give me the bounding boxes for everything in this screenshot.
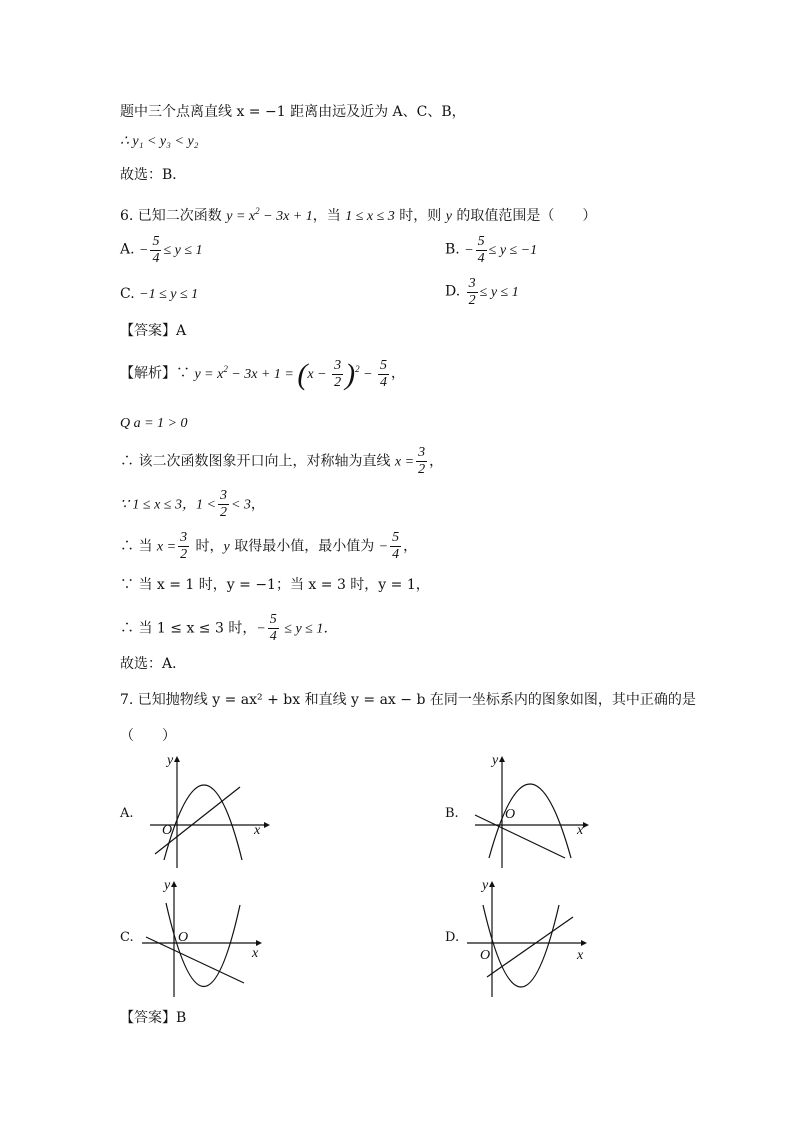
origin-label: O xyxy=(480,948,491,963)
q6-step-6: ∴ 当 1 ≤ x ≤ 3 时，− $\frac{5}{4}$ ≤ y ≤ 1． xyxy=(120,612,338,644)
q6-step-4-a: ∴ 当 xyxy=(120,538,157,555)
q6-stem-c: 时，则 xyxy=(394,208,446,224)
q6-step-4: ∴ 当 x = $\frac{3}{2}$ 时，y 取得最小值，最小值为 − $\frac{5}{4}$ ， xyxy=(120,530,418,562)
line xyxy=(475,815,565,858)
q6-step-2-text: ∴ 该二次函数图象开口向上，对称轴为直线 xyxy=(120,453,395,470)
q6-analysis: 【解析】∵ $y = x^2 - 3x + 1 = (x$ − $\frac{3}{2}$ )$^2$ − $\frac{5}{4}$ ， xyxy=(120,357,406,391)
line xyxy=(487,917,573,977)
q7-option-d-label: D. xyxy=(445,930,460,945)
q6-stem-d: 的取值范围是（ ） xyxy=(451,208,597,224)
q6-func: $y = x^2 - 3x + 1$ xyxy=(226,206,313,224)
text-line-1: 题中三个点离直线 x = −1 距离由远及近为 A、C、B， xyxy=(120,104,466,120)
q6-step-3-text: ∵ 1 ≤ x ≤ 3，1 < xyxy=(120,497,216,513)
y-label: y xyxy=(164,878,171,893)
x-label: x xyxy=(577,823,584,838)
q6-option-c xyxy=(120,284,198,305)
q6-option-a-expr: − $\frac{5}{4}$ ≤ y ≤ 1 xyxy=(139,234,203,266)
q7-option-a-label: A. xyxy=(120,806,134,821)
parabola xyxy=(483,905,559,987)
q6-y: y xyxy=(445,209,452,224)
q6-option-b xyxy=(445,234,537,267)
parabola xyxy=(164,785,242,860)
q6-range: 1 ≤ x ≤ 3 xyxy=(345,209,395,224)
q7-answer: 【答案】B xyxy=(120,1010,187,1026)
x-label: x xyxy=(252,946,259,961)
y-axis-arrow xyxy=(489,881,495,887)
q6-step-3: ∵ 1 ≤ x ≤ 3，1 < $\frac{3}{2}$ < 3， xyxy=(120,488,265,520)
q6-step-2: ∴ 该二次函数图象开口向上，对称轴为直线 x = $\frac{3}{2}$ ， xyxy=(120,445,444,477)
x-axis-arrow xyxy=(581,940,587,946)
x-axis-arrow xyxy=(264,822,270,828)
q6-step-6-a: ∴ 当 1 ≤ x ≤ 3 时， xyxy=(120,620,257,637)
q6-step-4-c: 取得最小值，最小值为 xyxy=(229,538,379,555)
y-axis-arrow xyxy=(171,881,177,887)
y-label: y xyxy=(482,878,489,893)
parabola xyxy=(489,784,571,858)
q6-step-4-b: 时， xyxy=(191,538,224,555)
q7-option-c-label: C. xyxy=(120,930,134,945)
q6-answer: 【答案】A xyxy=(120,323,187,339)
q7-option-b-label: B. xyxy=(445,806,459,821)
q6-step-1: Q a = 1 > 0 xyxy=(120,416,188,431)
q6-option-d-expr: $\frac{3}{2}$ ≤ y ≤ 1 xyxy=(468,276,519,308)
y-label: y xyxy=(167,753,174,768)
q6-vertex-form: $y = x^2 - 3x + 1 = (x$ − $\frac{3}{2}$ )$^2$ − $\frac{5}{4}$ xyxy=(194,357,388,391)
x-label: x xyxy=(254,823,261,838)
q6-option-c-expr: −1 ≤ y ≤ 1 xyxy=(139,287,199,302)
y-axis-arrow xyxy=(174,756,180,762)
q7-graph-b xyxy=(465,750,605,870)
origin-label: O xyxy=(505,807,516,822)
text-line-3: 故选：B． xyxy=(120,167,187,183)
q6-stem xyxy=(120,201,596,227)
line xyxy=(155,787,240,854)
x-axis-arrow xyxy=(583,822,589,828)
q6-step-6-b: ≤ y ≤ 1． xyxy=(280,621,338,637)
q6-stem-a: 6. 已知二次函数 xyxy=(120,208,227,224)
q6-option-a-label: A. xyxy=(120,241,135,258)
q6-option-d xyxy=(445,276,519,309)
text-line-2: ∴ y₁ < y₃ < y₂ xyxy=(120,134,199,149)
q7-paren: （ ） xyxy=(120,728,176,744)
parabola xyxy=(166,903,240,987)
analysis-label: 【解析】 xyxy=(120,365,176,382)
x-label: x xyxy=(577,948,584,963)
y-label: y xyxy=(492,753,499,768)
q7-stem: 7. 已知抛物线 y = ax² + bx 和直线 y = ax − b 在同一坐标系内的图象如图，其中正确的是 xyxy=(120,692,696,708)
q6-option-a xyxy=(120,234,203,267)
q6-stem-b: ，当 xyxy=(312,208,346,224)
q6-option-b-expr: − $\frac{5}{4}$ ≤ y ≤ −1 xyxy=(464,234,538,266)
line xyxy=(146,937,244,983)
q7-graph-a xyxy=(140,750,280,870)
origin-label: O xyxy=(178,930,189,945)
q6-step-5: ∵ 当 x = 1 时，y = −1；当 x = 3 时，y = 1， xyxy=(120,577,430,593)
y-axis-arrow xyxy=(499,756,505,762)
q7-graph-d xyxy=(465,875,605,1000)
q6-option-c-label: C. xyxy=(120,286,135,302)
origin-label: O xyxy=(162,823,173,838)
q6-option-d-label: D. xyxy=(445,283,461,300)
q6-option-b-label: B. xyxy=(445,241,460,258)
q7-graph-c xyxy=(140,875,280,1000)
q6-choose: 故选：A． xyxy=(120,656,187,672)
